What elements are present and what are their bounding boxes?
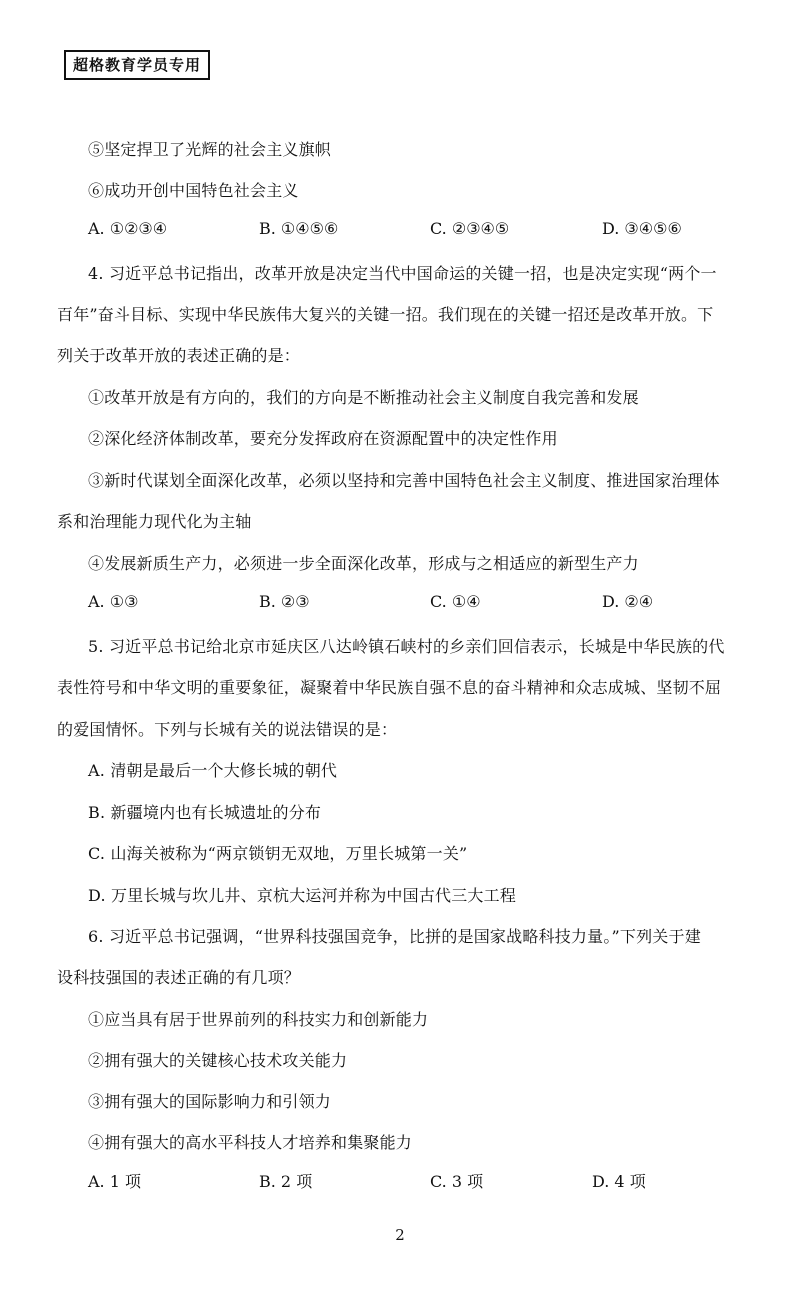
q5-option-c: C. 山海关被称为“两京锁钥无双地，万里长城第一关” bbox=[88, 844, 468, 863]
q4-item-3: ③新时代谋划全面深化改革，必须以坚持和完善中国特色社会主义制度、推进国家治理体 bbox=[88, 471, 720, 490]
q5-stem-line-2: 表性符号和中华文明的重要象征，凝聚着中华民族自强不息的奋斗精神和众志成城、坚韧不屈 bbox=[57, 678, 722, 697]
q3-option-c: C. ②③④⑤ bbox=[430, 219, 510, 238]
q5-option-b: B. 新疆境内也有长城遗址的分布 bbox=[88, 803, 322, 822]
q6-option-b: B. 2 项 bbox=[259, 1172, 313, 1191]
q6-stem-line-1: 6. 习近平总书记强调，“世界科技强国竞争，比拼的是国家战略科技力量。”下列关于建 bbox=[88, 927, 701, 946]
q4-stem-line-2: 百年”奋斗目标、实现中华民族伟大复兴的关键一招。我们现在的关键一招还是改革开放。下 bbox=[57, 305, 714, 324]
q3-item-6: ⑥成功开创中国特色社会主义 bbox=[88, 181, 299, 200]
q6-option-a: A. 1 项 bbox=[88, 1172, 141, 1191]
q5-option-a: A. 清朝是最后一个大修长城的朝代 bbox=[88, 761, 338, 780]
q4-option-b: B. ②③ bbox=[259, 592, 310, 611]
q3-item-5: ⑤坚定捍卫了光辉的社会主义旗帜 bbox=[88, 140, 332, 159]
page-number: 2 bbox=[395, 1226, 405, 1244]
q6-stem-line-2: 设科技强国的表述正确的有几项？ bbox=[57, 968, 301, 987]
q5-stem-line-1: 5. 习近平总书记给北京市延庆区八达岭镇石峡村的乡亲们回信表示，长城是中华民族的代 bbox=[88, 637, 725, 656]
q6-option-c: C. 3 项 bbox=[430, 1172, 484, 1191]
q6-item-2: ②拥有强大的关键核心技术攻关能力 bbox=[88, 1051, 348, 1070]
q3-option-d: D. ③④⑤⑥ bbox=[602, 219, 682, 238]
q5-stem-line-3: 的爱国情怀。下列与长城有关的说法错误的是： bbox=[57, 720, 398, 739]
q4-item-2: ②深化经济体制改革，要充分发挥政府在资源配置中的决定性作用 bbox=[88, 429, 558, 448]
q3-option-a: A. ①②③④ bbox=[88, 219, 168, 238]
q4-option-d: D. ②④ bbox=[602, 592, 654, 611]
student-use-stamp: 超格教育学员专用 bbox=[64, 50, 210, 80]
q6-item-4: ④拥有强大的高水平科技人才培养和集聚能力 bbox=[88, 1133, 413, 1152]
q5-option-d: D. 万里长城与坎儿井、京杭大运河并称为中国古代三大工程 bbox=[88, 886, 517, 905]
q6-option-d: D. 4 项 bbox=[592, 1172, 646, 1191]
q6-item-3: ③拥有强大的国际影响力和引领力 bbox=[88, 1092, 332, 1111]
q4-option-c: C. ①④ bbox=[430, 592, 481, 611]
q4-stem-line-1: 4. 习近平总书记指出，改革开放是决定当代中国命运的关键一招，也是决定实现“两个一 bbox=[88, 264, 717, 283]
q4-option-a: A. ①③ bbox=[88, 592, 139, 611]
q4-item-1: ①改革开放是有方向的，我们的方向是不断推动社会主义制度自我完善和发展 bbox=[88, 388, 639, 407]
q3-option-b: B. ①④⑤⑥ bbox=[259, 219, 339, 238]
q4-stem-line-3: 列关于改革开放的表述正确的是： bbox=[57, 346, 301, 365]
q4-item-4: ④发展新质生产力，必须进一步全面深化改革，形成与之相适应的新型生产力 bbox=[88, 554, 639, 573]
q6-item-1: ①应当具有居于世界前列的科技实力和创新能力 bbox=[88, 1010, 429, 1029]
q4-item-3-cont: 系和治理能力现代化为主轴 bbox=[57, 512, 252, 531]
